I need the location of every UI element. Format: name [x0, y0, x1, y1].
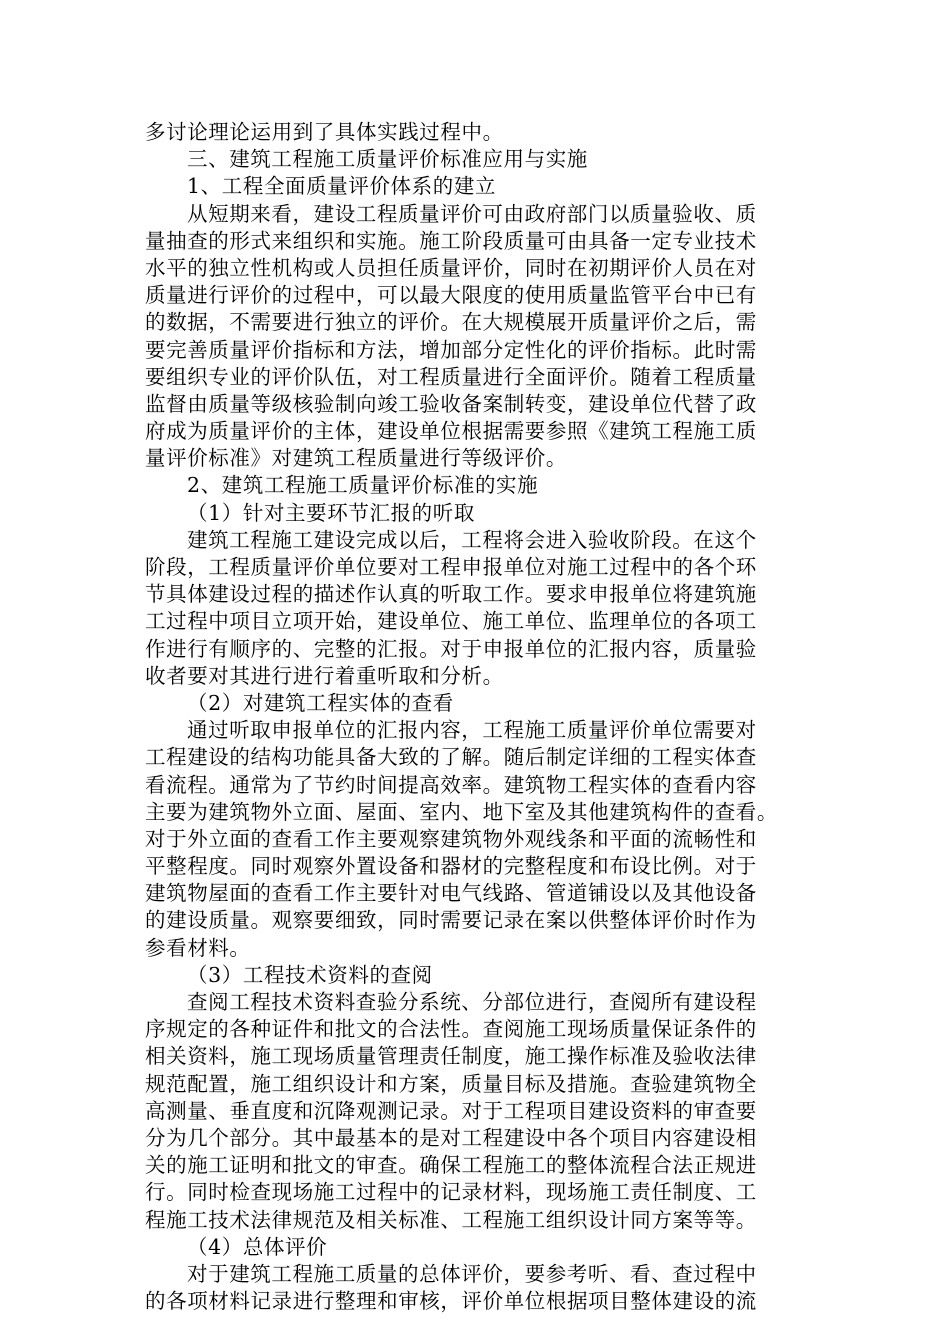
- item-heading: （2）对建筑工程实体的查看: [187, 690, 454, 715]
- text-line: 查阅工程技术资料查验分系统、分部位进行，查阅所有建设程: [187, 990, 757, 1014]
- text-line: 建筑物屋面的查看工作主要针对电气线路、管道铺设以及其他设备: [145, 881, 757, 906]
- text-line: 分为几个部分。其中最基本的是对工程建设中各个项目内容建设相: [145, 1125, 757, 1150]
- text-line: 作进行有顺序的、完整的汇报。对于申报单位的汇报内容，质量验: [145, 636, 757, 661]
- body-text: [145, 119, 805, 1315]
- text-line: 要完善质量评价指标和方法，增加部分定性化的评价指标。此时需: [145, 337, 757, 362]
- text-line: 量评价标准》对建筑工程质量进行等级评价。: [145, 446, 567, 471]
- text-line: 从短期来看，建设工程质量评价可由政府部门以质量验收、质: [187, 201, 757, 226]
- text-line: 节具体建设过程的描述作认真的听取工作。要求申报单位将建筑施: [145, 582, 757, 607]
- text-line: 阶段，工程质量评价单位要对工程申报单位对施工过程中的各个环: [145, 555, 757, 579]
- text-line: 的建设质量。观察要细致，同时需要记录在案以供整体评价时作为: [145, 908, 757, 933]
- text-line: 关的施工证明和批文的审查。确保工程施工的整体流程合法正规进: [145, 1153, 757, 1178]
- text-line: 的各项材料记录进行整理和审核，评价单位根据项目整体建设的流: [145, 1289, 757, 1314]
- text-line: 主要为建筑物外立面、屋面、室内、地下室及其他建筑构件的查看。: [145, 799, 778, 824]
- section-heading: 三、建筑工程施工质量评价标准应用与实施: [187, 147, 588, 172]
- subsection-heading: 1、工程全面质量评价体系的建立: [187, 174, 497, 199]
- text-line: 工程建设的结构功能具备大致的了解。随后制定详细的工程实体查: [145, 745, 757, 770]
- text-line: 行。同时检查现场施工过程中的记录材料，现场施工责任制度、工: [145, 1180, 757, 1205]
- text-line: 质量进行评价的过程中，可以最大限度的使用质量监管平台中已有: [145, 283, 757, 308]
- text-line: 建筑工程施工建设完成以后，工程将会进入验收阶段。在这个: [187, 527, 757, 552]
- text-line: 要组织专业的评价队伍，对工程质量进行全面评价。随着工程质量: [145, 364, 757, 389]
- text-line: 多讨论理论运用到了具体实践过程中。: [145, 120, 504, 144]
- text-line: 参看材料。: [145, 935, 251, 960]
- text-line: 监督由质量等级核验制向竣工验收备案制转变，建设单位代替了政: [145, 391, 757, 416]
- text-line: 收者要对其进行进行着重听取和分析。: [145, 663, 504, 688]
- subsection-heading: 2、建筑工程施工质量评价标准的实施: [187, 473, 539, 498]
- text-line: 工过程中项目立项开始，建设单位、施工单位、监理单位的各项工: [145, 609, 757, 634]
- text-line: 序规定的各种证件和批文的合法性。查阅施工现场质量保证条件的: [145, 1017, 757, 1042]
- text-line: 高测量、垂直度和沉降观测记录。对于工程项目建设资料的审查要: [145, 1098, 757, 1123]
- text-line: 相关资料，施工现场质量管理责任制度，施工操作标准及验收法律: [145, 1044, 757, 1069]
- text-line: 对于外立面的查看工作主要观察建筑物外观线条和平面的流畅性和: [145, 826, 757, 851]
- item-heading: （4）总体评价: [187, 1234, 328, 1259]
- text-line: 府成为质量评价的主体，建设单位根据需要参照《建筑工程施工质: [145, 419, 757, 444]
- text-line: 通过听取申报单位的汇报内容，工程施工质量评价单位需要对: [187, 718, 757, 743]
- text-line: 的数据，不需要进行独立的评价。在大规模展开质量评价之后，需: [145, 310, 757, 335]
- text-line: 平整程度。同时观察外置设备和器材的完整程度和布设比例。对于: [145, 854, 757, 879]
- text-line: 水平的独立性机构或人员担任质量评价，同时在初期评价人员在对: [145, 255, 757, 280]
- text-line: 看流程。通常为了节约时间提高效率。建筑物工程实体的查看内容: [145, 772, 757, 797]
- text-line: 对于建筑工程施工质量的总体评价，要参考听、看、查过程中: [187, 1261, 757, 1286]
- item-heading: （3）工程技术资料的查阅: [187, 962, 433, 987]
- text-line: 规范配置，施工组织设计和方案，质量目标及措施。查验建筑物全: [145, 1071, 757, 1096]
- text-line: 量抽查的形式来组织和实施。施工阶段质量可由具备一定专业技术: [145, 228, 757, 253]
- text-line: 程施工技术法律规范及相关标准、工程施工组织设计同方案等等。: [145, 1207, 757, 1232]
- item-heading: （1）针对主要环节汇报的听取: [187, 500, 475, 525]
